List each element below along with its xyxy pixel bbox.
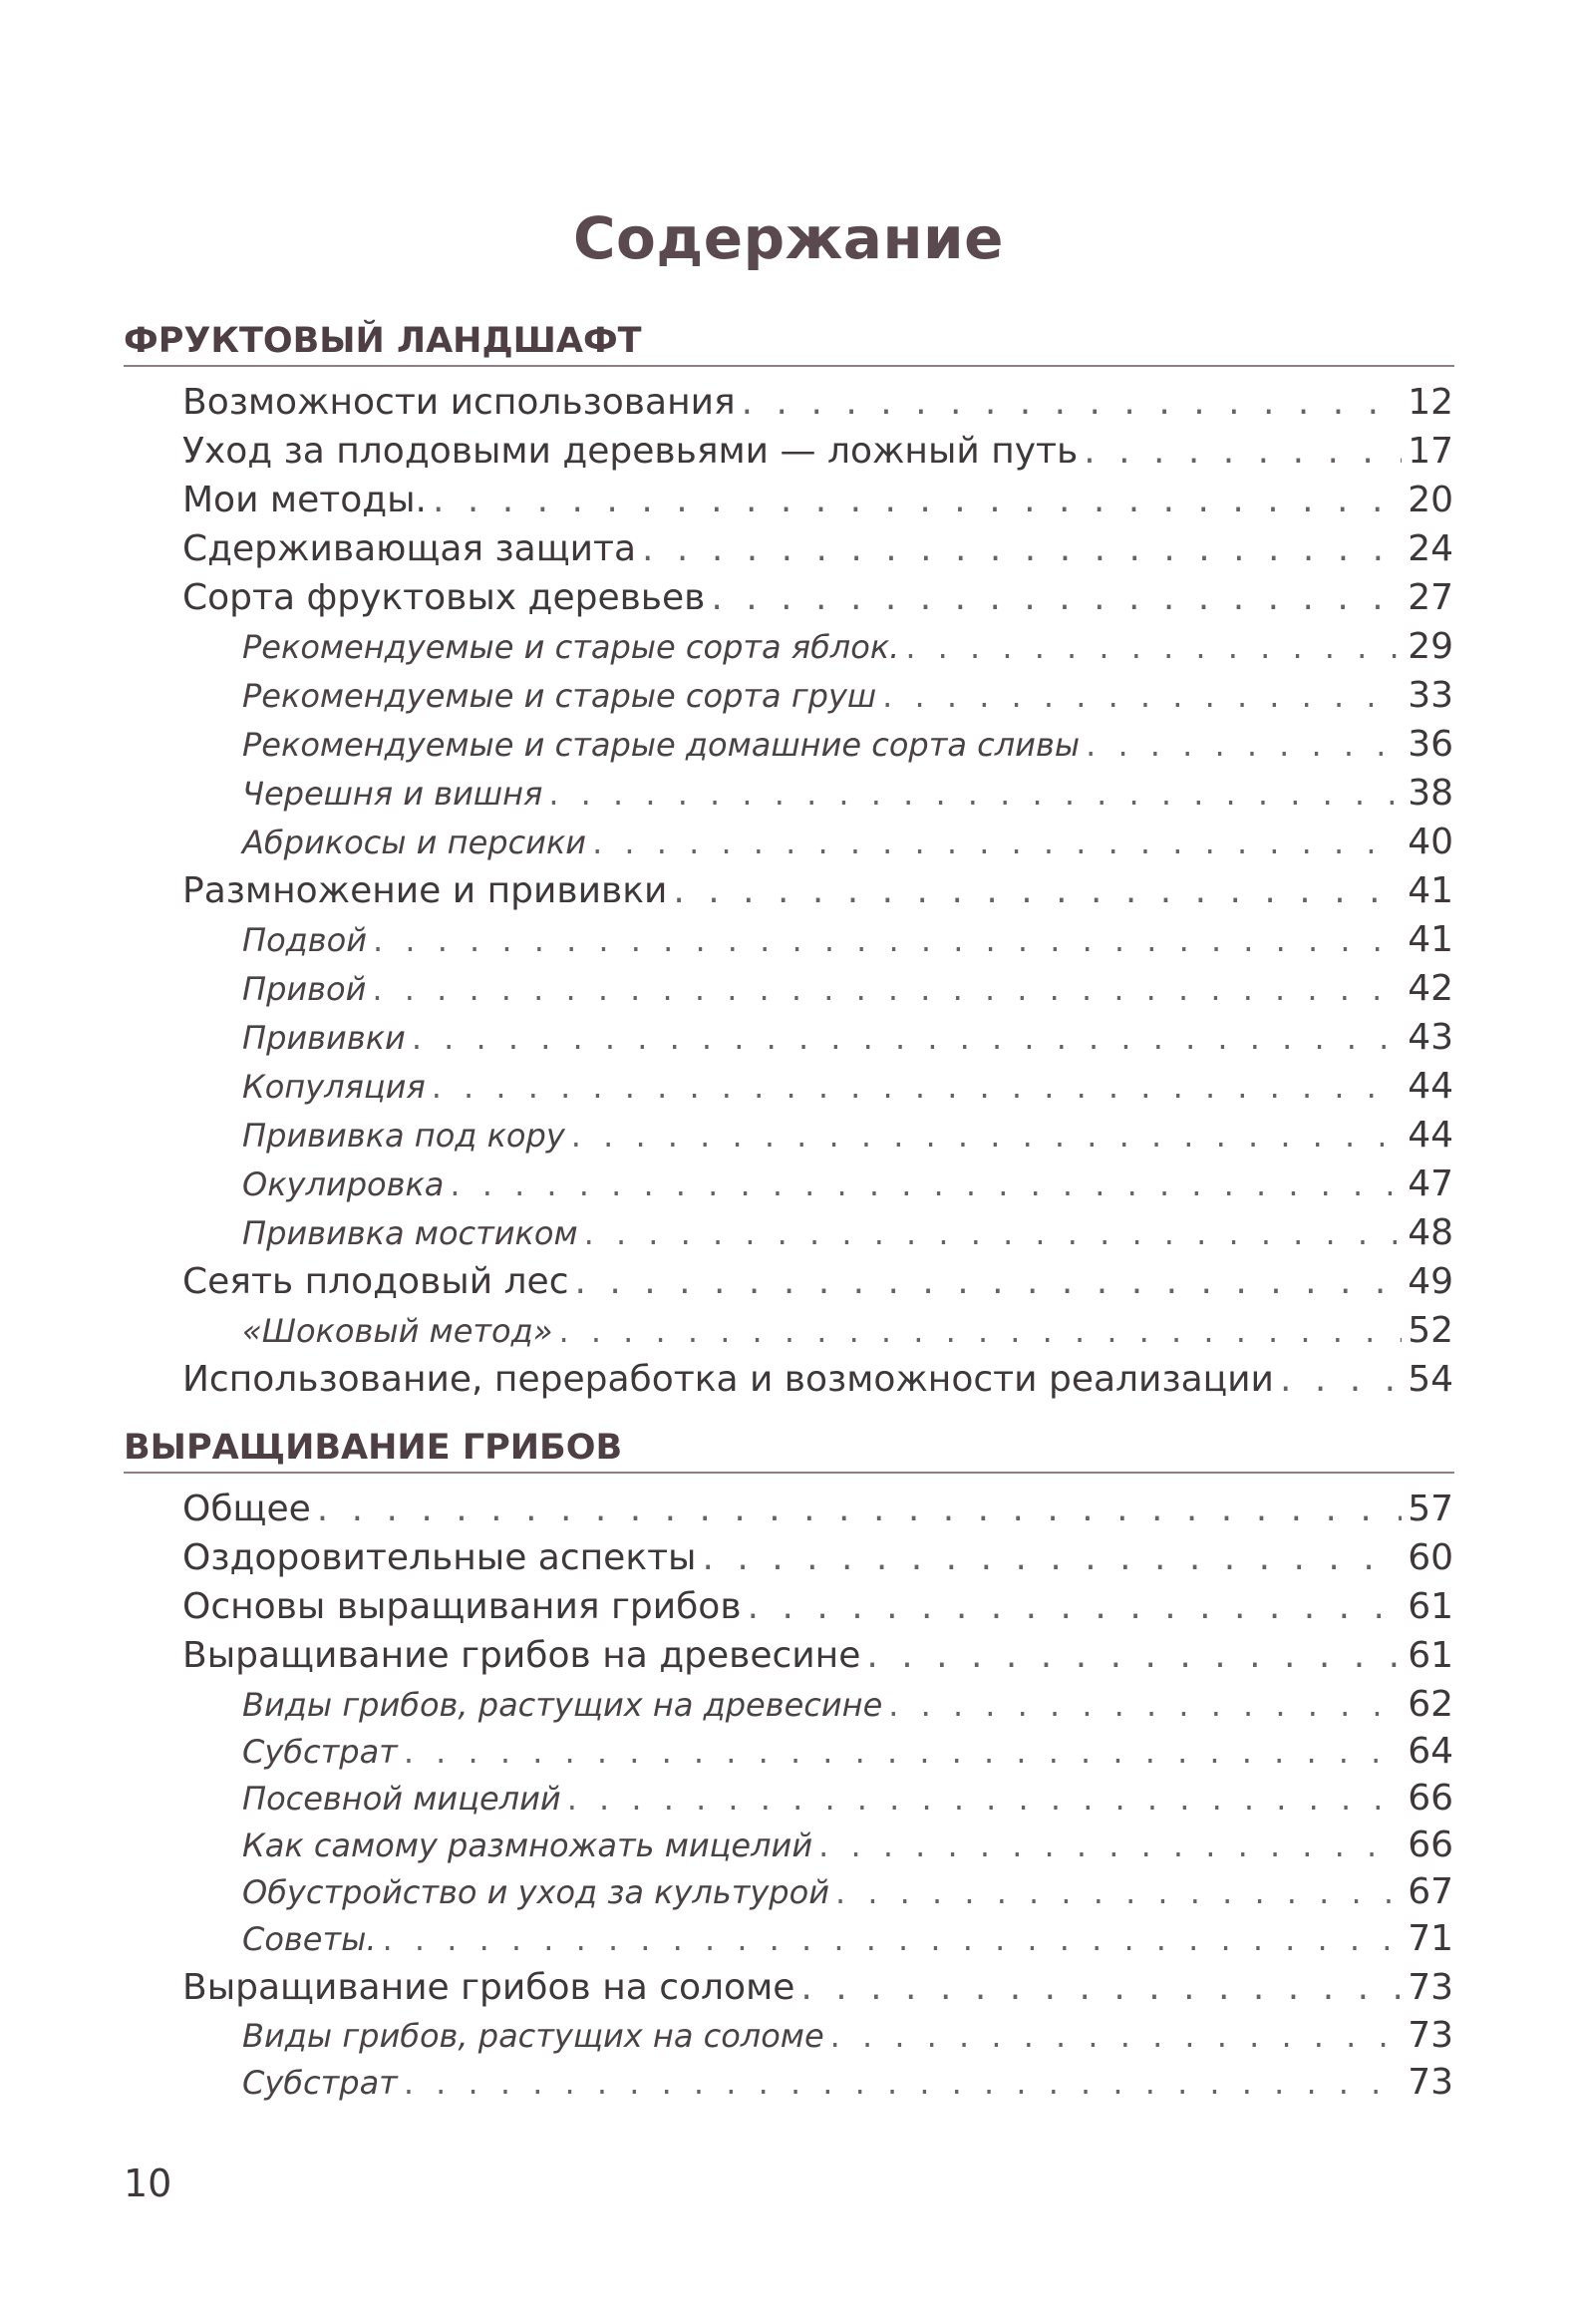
toc-subentry[interactable] — [242, 819, 1453, 866]
toc-entry-page: 41 — [1408, 919, 1453, 960]
toc-entry-page: 66 — [1408, 1778, 1453, 1819]
dot-leader — [818, 1822, 1402, 1869]
toc-subentry[interactable] — [242, 1307, 1453, 1355]
toc-subentry[interactable] — [242, 1209, 1453, 1257]
toc-entry-label: Сдерживающая защита — [182, 528, 637, 569]
dot-leader — [642, 525, 1402, 573]
toc-entry-label: Привой — [242, 970, 367, 1008]
dot-leader — [558, 1307, 1402, 1355]
toc-entry-page: 33 — [1408, 675, 1453, 716]
dot-leader — [830, 2012, 1403, 2060]
dot-leader — [404, 1728, 1402, 1776]
toc-entry-label: «Шоковый метод» — [242, 1312, 553, 1350]
dot-leader — [383, 1915, 1403, 1963]
toc-entry-label: Черешня и вишня — [242, 775, 543, 813]
toc-entry-page: 73 — [1408, 2062, 1453, 2103]
toc-entry-label: Выращивание грибов на древесине — [182, 1635, 861, 1676]
toc-entry-page: 41 — [1408, 870, 1453, 911]
toc-entry-page: 29 — [1408, 626, 1453, 667]
toc-entry-page: 61 — [1408, 1635, 1453, 1676]
dot-leader — [888, 1681, 1402, 1729]
dot-leader — [702, 1534, 1402, 1582]
toc-subentry[interactable] — [242, 1868, 1453, 1916]
toc-entry-page: 60 — [1408, 1537, 1453, 1578]
toc-subentry[interactable] — [242, 2059, 1453, 2107]
toc-entry-page: 64 — [1408, 1731, 1453, 1772]
toc-entry-label: Размножение и прививки — [182, 870, 668, 911]
dot-leader — [412, 1014, 1402, 1062]
toc-entry[interactable] — [182, 1486, 1453, 1533]
toc-entry-label: Возможности использования — [182, 382, 736, 423]
toc-entry-label: Копуляция — [242, 1068, 426, 1106]
dot-leader — [575, 1258, 1403, 1306]
page-number: 10 — [124, 2161, 172, 2205]
toc-entry-label: Сорта фруктовых деревьев — [182, 577, 706, 618]
toc-entry-label: Выращивание грибов на соломе — [182, 1967, 795, 2008]
toc-entry-label: Рекомендуемые и старые домашние сорта сливы — [242, 726, 1081, 764]
dot-leader — [1084, 428, 1402, 476]
dot-leader — [905, 623, 1402, 671]
toc-entry-label: Субстрат — [242, 1733, 398, 1771]
toc-entry-page: 61 — [1408, 1586, 1453, 1627]
toc-subentry[interactable] — [242, 965, 1453, 1013]
toc-entry-label: Посевной мицелий — [242, 1780, 561, 1818]
toc-entry-label: Как самому размножать мицелий — [242, 1826, 813, 1864]
toc-entry[interactable] — [182, 1356, 1453, 1404]
toc-entry-page: 42 — [1408, 968, 1453, 1009]
toc-subentry[interactable] — [242, 1681, 1453, 1729]
toc-entry[interactable] — [182, 1534, 1453, 1582]
toc-entry-page: 44 — [1408, 1066, 1453, 1107]
toc-entry[interactable] — [182, 525, 1453, 573]
section-heading-fruit-landscape: ФРУКТОВЫЙ ЛАНДШАФТ — [124, 321, 1454, 367]
toc-subentry[interactable] — [242, 1014, 1453, 1062]
dot-leader — [835, 1868, 1402, 1916]
toc-entry-page: 48 — [1408, 1212, 1453, 1253]
toc-entry-page: 73 — [1408, 1967, 1453, 2008]
dot-leader — [372, 965, 1402, 1013]
toc-entry-label: Прививка под кору — [242, 1117, 565, 1155]
toc-subentry[interactable] — [242, 1112, 1453, 1160]
toc-entry-page: 27 — [1408, 577, 1453, 618]
toc-entry-page: 43 — [1408, 1017, 1453, 1058]
toc-subentry[interactable] — [242, 916, 1453, 964]
toc-entry-label: Оздоровительные аспекты — [182, 1537, 697, 1578]
toc-entry-page: 62 — [1408, 1684, 1453, 1725]
toc-entry-page: 57 — [1408, 1489, 1453, 1529]
dot-leader — [450, 1161, 1402, 1208]
toc-entry-label: Прививка мостиком — [242, 1214, 578, 1252]
toc-entry-label: Обустройство и уход за культурой — [242, 1873, 829, 1911]
toc-entry-page: 52 — [1408, 1310, 1453, 1351]
dot-leader — [1086, 721, 1402, 769]
toc-entry[interactable] — [182, 379, 1453, 427]
toc-subentry[interactable] — [242, 1728, 1453, 1776]
dot-leader — [432, 1063, 1403, 1111]
dot-leader — [317, 1486, 1402, 1533]
toc-subentry[interactable] — [242, 770, 1453, 818]
toc-entry-label: Уход за плодовыми деревьями — ложный путь — [182, 431, 1079, 472]
dot-leader — [433, 477, 1402, 524]
toc-entry-label: Рекомендуемые и старые сорта яблок. — [242, 628, 900, 666]
toc-entry-label: Виды грибов, растущих на древесине — [242, 1686, 883, 1724]
toc-subentry[interactable] — [242, 672, 1453, 720]
toc-subentry[interactable] — [242, 1063, 1453, 1111]
toc-entry-page: 38 — [1408, 773, 1453, 814]
toc-subentry[interactable] — [242, 1915, 1453, 1963]
toc-subentry[interactable] — [242, 1775, 1453, 1823]
toc-subentry[interactable] — [242, 2012, 1453, 2060]
toc-entry[interactable] — [182, 428, 1453, 476]
dot-leader — [571, 1112, 1402, 1160]
dot-leader — [1280, 1356, 1402, 1404]
dot-leader — [592, 819, 1402, 866]
toc-entry-page: 20 — [1408, 480, 1453, 520]
toc-entry-label: Основы выращивания грибов — [182, 1586, 742, 1627]
toc-subentry[interactable] — [242, 721, 1453, 769]
toc-entry[interactable] — [182, 1964, 1453, 2012]
toc-entry-label: Использование, переработка и возможности реализации — [182, 1359, 1274, 1400]
section-heading-mushroom-growing: ВЫРАЩИВАНИЕ ГРИБОВ — [124, 1428, 1454, 1474]
toc-entry-label: Окулировка — [242, 1165, 445, 1203]
toc-entry-label: Виды грибов, растущих на соломе — [242, 2017, 824, 2055]
toc-entry-label: Абрикосы и персики — [242, 824, 587, 861]
toc-entry-page: 66 — [1408, 1825, 1453, 1865]
dot-leader — [567, 1775, 1402, 1823]
toc-entry-page: 40 — [1408, 822, 1453, 862]
toc-subentry[interactable] — [242, 1161, 1453, 1208]
toc-entry-page: 71 — [1408, 1918, 1453, 1959]
toc-subentry[interactable] — [242, 1822, 1453, 1869]
toc-entry[interactable] — [182, 574, 1453, 622]
toc-entry-label: Прививки — [242, 1019, 406, 1057]
toc-entry[interactable] — [182, 1258, 1453, 1306]
dot-leader — [742, 379, 1403, 427]
toc-entry-label: Общее — [182, 1489, 311, 1529]
dot-leader — [882, 672, 1402, 720]
toc-entry-label: Сеять плодовый лес — [182, 1261, 569, 1302]
toc-entry-page: 54 — [1408, 1359, 1453, 1400]
toc-entry-label: Мои методы. — [182, 480, 427, 520]
toc-entry-page: 12 — [1408, 382, 1453, 423]
toc-entry[interactable] — [182, 1632, 1453, 1680]
dot-leader — [748, 1583, 1403, 1631]
dot-leader — [800, 1964, 1402, 2012]
page-title: Содержание — [572, 204, 1004, 272]
toc-entry[interactable] — [182, 477, 1453, 524]
toc-entry[interactable] — [182, 867, 1453, 915]
toc-entry-page: 47 — [1408, 1163, 1453, 1204]
dot-leader — [584, 1209, 1403, 1257]
dot-leader — [673, 867, 1402, 915]
toc-entry-page: 67 — [1408, 1871, 1453, 1912]
dot-leader — [404, 2059, 1402, 2107]
toc-entry[interactable] — [182, 1583, 1453, 1631]
toc-entry-label: Подвой — [242, 921, 367, 959]
dot-leader — [866, 1632, 1402, 1680]
toc-entry-page: 49 — [1408, 1261, 1453, 1302]
toc-entry-page: 73 — [1408, 2015, 1453, 2056]
dot-leader — [548, 770, 1402, 818]
toc-entry-label: Субстрат — [242, 2064, 398, 2102]
toc-subentry[interactable] — [242, 623, 1453, 671]
toc-entry-page: 17 — [1408, 431, 1453, 472]
toc-entry-page: 24 — [1408, 528, 1453, 569]
toc-entry-page: 44 — [1408, 1115, 1453, 1156]
dot-leader — [711, 574, 1402, 622]
dot-leader — [373, 916, 1402, 964]
toc-entry-page: 36 — [1408, 724, 1453, 765]
toc-entry-label: Советы. — [242, 1920, 377, 1958]
toc-entry-label: Рекомендуемые и старые сорта груш — [242, 677, 877, 715]
